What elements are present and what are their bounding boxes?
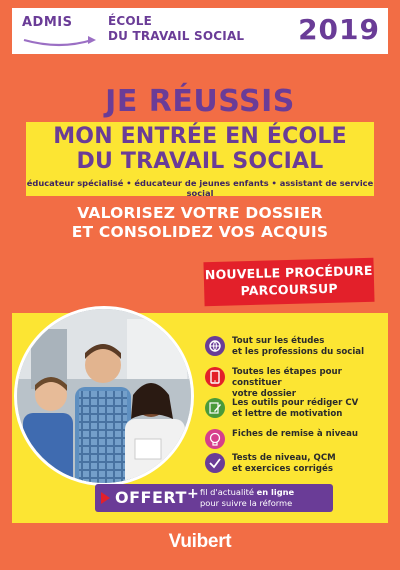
professions-subtitle: éducateur spécialisé • éducateur de jeunes enfants • assistant de service social (26, 178, 374, 198)
students-photo (14, 306, 194, 486)
badge-line1: NOUVELLE PROCÉDURE (204, 262, 373, 283)
main-title-box (26, 122, 374, 196)
check-icon (205, 453, 225, 473)
swoosh-arrow-icon (20, 32, 100, 50)
offert-description: fil d'actualité en ligne pour suivre la réforme (200, 487, 295, 508)
students-illustration (17, 309, 194, 486)
feature-item: Fiches de remise à niveau (205, 429, 385, 461)
pencil-icon (205, 398, 225, 418)
feature-item: Tests de niveau, QCM et exercices corrigés (205, 453, 385, 485)
badge-line2: PARCOURSUP (240, 280, 338, 299)
main-title-line2: DU TRAVAIL SOCIAL (76, 149, 324, 174)
offert-banner (95, 484, 333, 512)
collection-title: JE RÉUSSIS (105, 84, 295, 119)
series-name: ÉCOLE DU TRAVAIL SOCIAL (108, 14, 245, 43)
play-arrow-icon (101, 492, 110, 504)
feature-item: Tout sur les études et les professions du social (205, 336, 385, 368)
tagline-line2: ET CONSOLIDEZ VOS ACQUIS (71, 223, 329, 241)
feature-item: Toutes les étapes pour constituer votre dossier (205, 367, 385, 399)
tablet-icon (205, 367, 225, 387)
brand-admis: ADMIS (22, 15, 73, 30)
publisher-logo: Vuibert (168, 531, 232, 552)
main-title-line1: MON ENTRÉE EN ÉCOLE (53, 124, 347, 149)
offert-label: OFFERT (115, 488, 187, 507)
edition-year: 2019 (298, 13, 380, 46)
series-banner (12, 8, 388, 54)
feature-item: Les outils pour rédiger CV et lettre de motivation (205, 398, 385, 430)
plus-sign: + (187, 486, 199, 502)
tagline-line1: VALORISEZ VOTRE DOSSIER (77, 204, 323, 222)
globe-icon (205, 336, 225, 356)
parcoursup-badge (203, 258, 374, 306)
brain-icon (205, 429, 225, 449)
